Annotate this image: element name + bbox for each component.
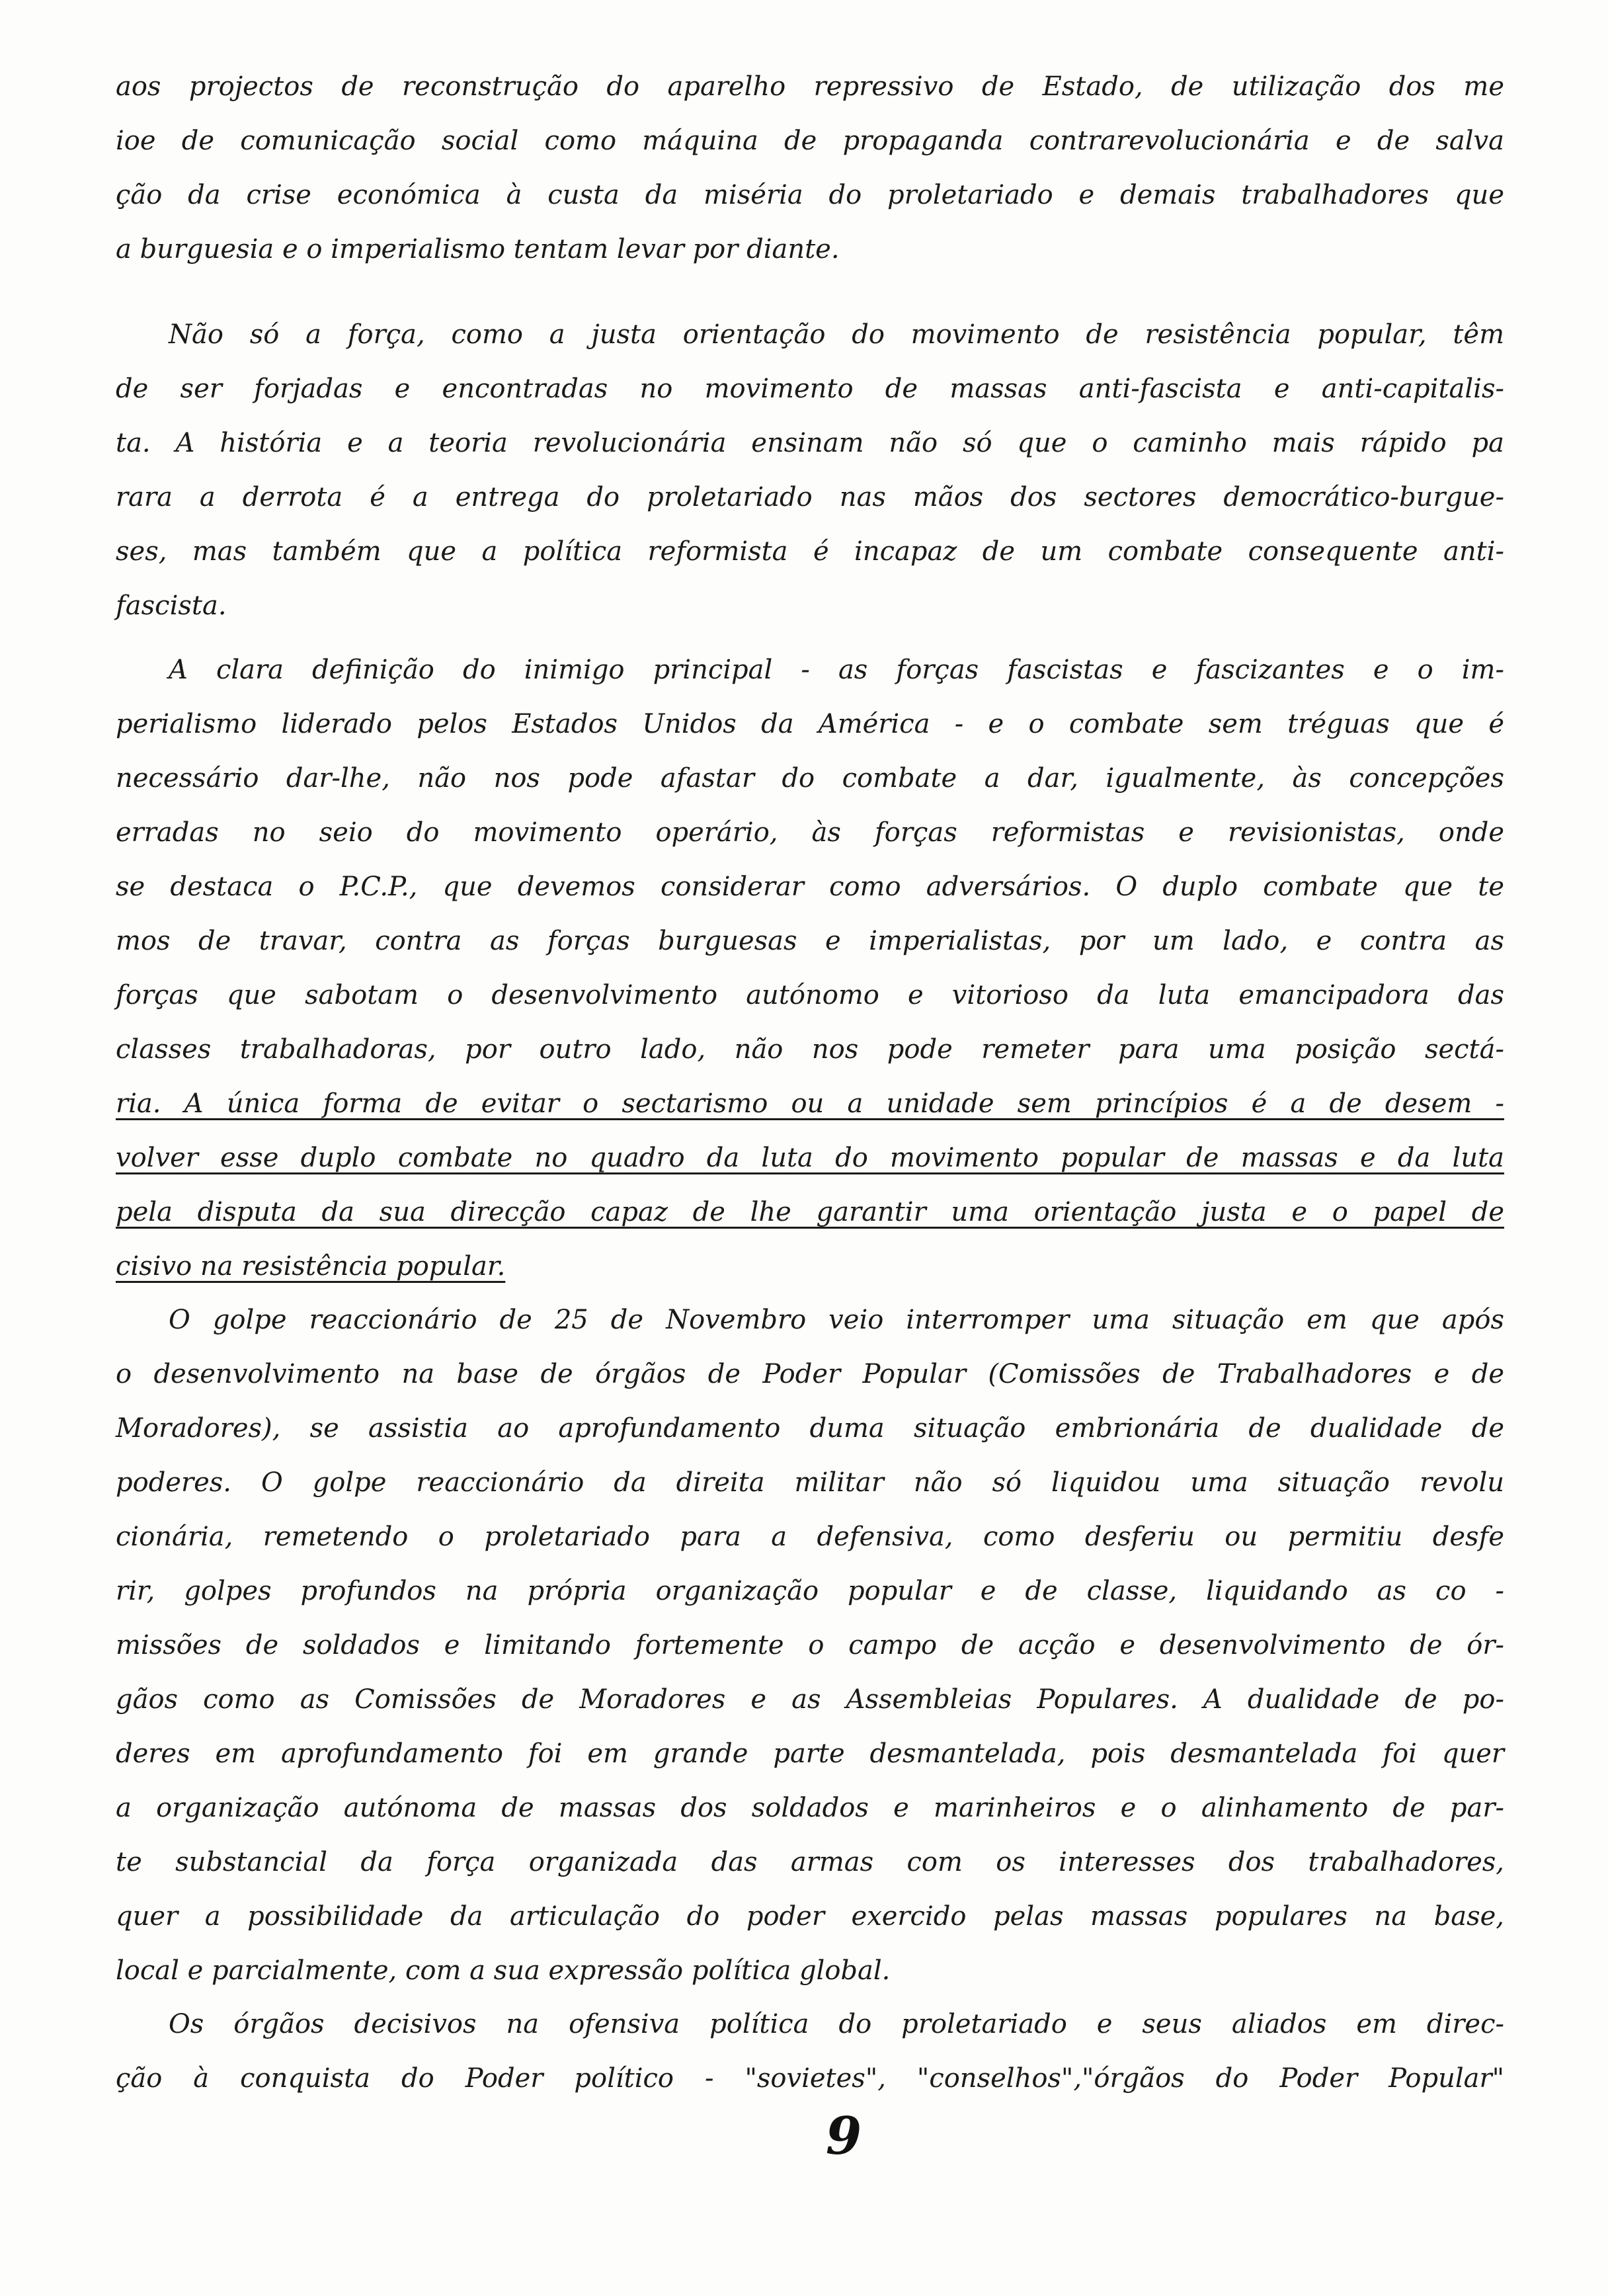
paragraph-4 xyxy=(116,1293,1504,1998)
text-line: se destaca o P.C.P., que devemos considerar como adversários. O duplo combate que te xyxy=(116,872,1504,902)
text-line: Moradores), se assistia ao aprofundamento duma situação embrionária de dualidade de xyxy=(116,1413,1504,1444)
text-line: Os órgãos decisivos na ofensiva política do proletariado e seus aliados em direc- xyxy=(169,2009,1504,2039)
text-line: A clara definição do inimigo principal - as forças fascistas e fascizantes e o im- xyxy=(169,655,1504,685)
text-line: de ser forjadas e encontradas no movimento de massas anti-fascista e anti-capitalis- xyxy=(116,374,1504,404)
text-line: rir, golpes profundos na própria organização popular e de classe, liquidando as co - xyxy=(116,1576,1504,1606)
text-line: O golpe reaccionário de 25 de Novembro veio interromper uma situação em que após xyxy=(169,1305,1504,1335)
text-line: poderes. O golpe reaccionário da direita militar não só liquidou uma situação revolu xyxy=(116,1467,1504,1498)
text-line: Não só a força, como a justa orientação do movimento de resistência popular, têm xyxy=(169,319,1504,350)
text-line: forças que sabotam o desenvolvimento autónomo e vitorioso da luta emancipadora das xyxy=(116,980,1504,1010)
text-line: rara a derrota é a entrega do proletariado nas mãos dos sectores democrático-burgue- xyxy=(116,482,1504,512)
text-line: local e parcialmente, com a sua expressão política global. xyxy=(116,1955,891,1986)
paragraph-1 xyxy=(116,60,1504,276)
underlined-text-line: cisivo na resistência popular. xyxy=(116,1251,506,1282)
text-line: ses, mas também que a política reformista é incapaz de um combate consequente anti- xyxy=(116,536,1504,567)
text-line: perialismo liderado pelos Estados Unidos da América - e o combate sem tréguas que é xyxy=(116,709,1504,739)
text-line: cionária, remetendo o proletariado para a defensiva, como desferiu ou permitiu desfe xyxy=(116,1522,1504,1552)
text-line: ção à conquista do Poder político - "sovietes", "conselhos","órgãos do Poder Popular" xyxy=(116,2063,1504,2094)
text-line: fascista. xyxy=(116,591,227,621)
text-line: classes trabalhadoras, por outro lado, não nos pode remeter para uma posição sectá- xyxy=(116,1034,1504,1065)
text-line: ção da crise económica à custa da miséria do proletariado e demais trabalhadores que xyxy=(116,180,1504,210)
text-line: o desenvolvimento na base de órgãos de Poder Popular (Comissões de Trabalhadores e de xyxy=(116,1359,1504,1389)
text-line: a burguesia e o imperialismo tentam levar por diante. xyxy=(116,234,840,265)
text-line: mos de travar, contra as forças burguesas e imperialistas, por um lado, e contra as xyxy=(116,926,1504,956)
text-line: missões de soldados e limitando fortemente o campo de acção e desenvolvimento de ór- xyxy=(116,1630,1504,1660)
text-line: aos projectos de reconstrução do aparelho repressivo de Estado, de utilização dos me xyxy=(116,71,1504,102)
text-line: erradas no seio do movimento operário, às forças reformistas e revisionistas, onde xyxy=(116,817,1504,848)
underlined-text-line: ria. A única forma de evitar o sectarismo ou a unidade sem princípios é a de desem - xyxy=(116,1088,1504,1119)
underlined-text-line: volver esse duplo combate no quadro da luta do movimento popular de massas e da luta xyxy=(116,1143,1504,1173)
text-line: ta. A história e a teoria revolucionária ensinam não só que o caminho mais rápido pa xyxy=(116,428,1504,458)
text-line: a organização autónoma de massas dos soldados e marinheiros e o alinhamento de par- xyxy=(116,1793,1504,1823)
text-line: gãos como as Comissões de Moradores e as Assembleias Populares. A dualidade de po- xyxy=(116,1684,1504,1715)
paragraph-2 xyxy=(116,308,1504,633)
paragraph-3 xyxy=(116,643,1504,1293)
text-line: te substancial da força organizada das armas com os interesses dos trabalhadores, xyxy=(116,1847,1504,1877)
text-line: quer a possibilidade da articulação do poder exercido pelas massas populares na base, xyxy=(116,1901,1504,1932)
paragraph-5 xyxy=(116,1997,1504,2106)
text-line: necessário dar-lhe, não nos pode afastar do combate a dar, igualmente, às concepções xyxy=(116,763,1504,794)
text-line: ioe de comunicação social como máquina de propaganda contrarevolucionária e de salva xyxy=(116,126,1504,156)
page-number: 9 xyxy=(825,2106,862,2166)
text-line: deres em aprofundamento foi em grande parte desmantelada, pois desmantelada foi quer xyxy=(116,1739,1504,1769)
underlined-text-line: pela disputa da sua direcção capaz de lhe garantir uma orientação justa e o papel de xyxy=(116,1197,1504,1227)
